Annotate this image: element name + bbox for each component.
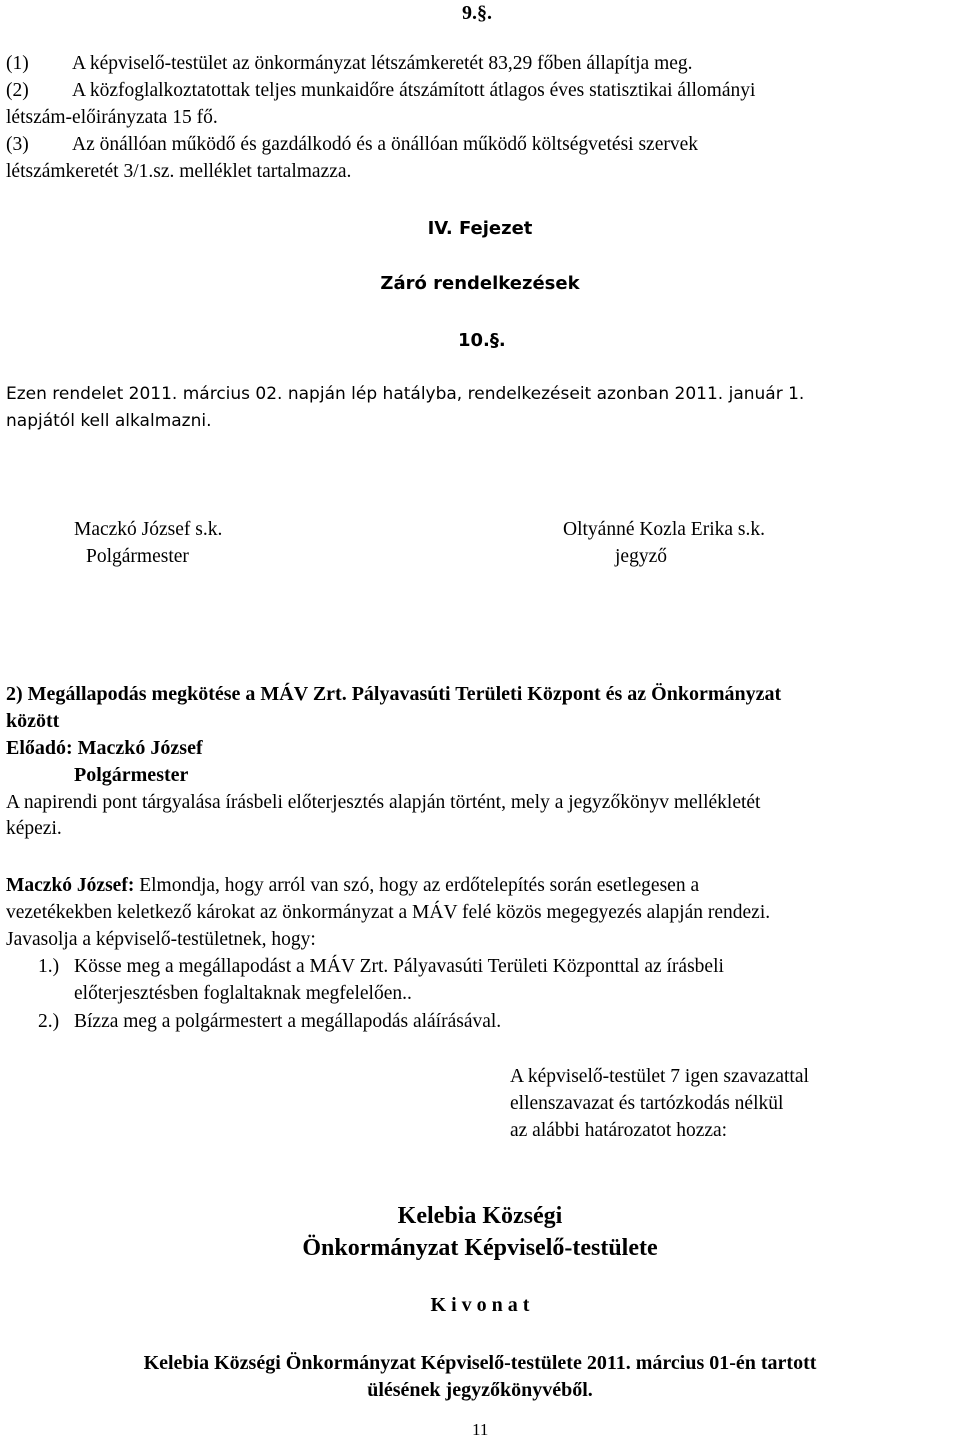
paragraph-3-text-line1: Az önállóan működő és gazdálkodó és a önállóan működő költségvetési szervek bbox=[72, 134, 698, 155]
kivonat-heading: K i v o n a t bbox=[430, 1294, 530, 1316]
presenter-title: Polgármester bbox=[74, 764, 189, 786]
paragraph-2-text-line2: létszám-előirányzata 15 fő. bbox=[6, 107, 218, 128]
effective-text-line2: napjától kell alkalmazni. bbox=[6, 411, 212, 431]
agenda-heading-line2: között bbox=[6, 710, 60, 732]
speech-line1 bbox=[6, 875, 699, 897]
paragraph-3-text-line2: létszámkeretét 3/1.sz. melléklet tartalmazza. bbox=[6, 161, 352, 182]
resolution-source-line1: Kelebia Községi Önkormányzat Képviselő-testülete 2011. március 01-én tartott bbox=[143, 1352, 817, 1374]
section-number: 9.§. bbox=[462, 2, 492, 24]
signature-notary-name: Oltyánné Kozla Erika s.k. bbox=[563, 519, 765, 540]
signature-mayor-name: Maczkó József s.k. bbox=[74, 519, 223, 540]
speech-item-2-number: 2.) bbox=[38, 1011, 60, 1032]
speech-item-1-number: 1.) bbox=[38, 956, 60, 977]
presenter: Előadó: Maczkó József bbox=[6, 737, 203, 759]
signature-notary-title: jegyző bbox=[615, 546, 667, 567]
chapter-subtitle: Záró rendelkezések bbox=[380, 273, 580, 294]
speech-line1-text: Elmondja, hogy arról van szó, hogy az erdőtelepítés során esetlegesen a bbox=[134, 875, 700, 896]
vote-line2: ellenszavazat és tartózkodás nélkül bbox=[510, 1093, 784, 1114]
vote-line3: az alábbi határozatot hozza: bbox=[510, 1120, 728, 1141]
paragraph-3-number: (3) bbox=[6, 134, 29, 155]
agenda-intro-line1: A napirendi pont tárgyalása írásbeli előterjesztés alapján történt, mely a jegyzőkönyv mellékletét bbox=[6, 792, 761, 813]
vote-line1: A képviselő-testület 7 igen szavazattal bbox=[510, 1066, 809, 1087]
signature-mayor-title: Polgármester bbox=[86, 546, 189, 567]
speech-line3: Javasolja a képviselő-testületnek, hogy: bbox=[6, 929, 316, 950]
resolution-source-line2: ülésének jegyzőkönyvéből. bbox=[367, 1379, 593, 1401]
resolution-title-line2: Önkormányzat Képviselő-testülete bbox=[302, 1235, 658, 1261]
resolution-title-line1: Kelebia Községi bbox=[397, 1203, 563, 1229]
speech-item-1-line1: Kösse meg a megállapodást a MÁV Zrt. Pályavasúti Területi Központtal az írásbeli bbox=[74, 956, 724, 977]
section-10-number: 10.§. bbox=[458, 330, 506, 351]
speech-line2: vezetékekben keletkező károkat az önkormányzat a MÁV felé közös megegyezés alapján rendezi. bbox=[6, 902, 771, 923]
speech-item-1-line2: előterjesztésben foglaltaknak megfelelően.. bbox=[74, 983, 412, 1004]
effective-text-line1: Ezen rendelet 2011. március 02. napján lép hatályba, rendelkezéseit azonban 2011. január 1. bbox=[6, 384, 805, 404]
agenda-heading-line1: 2) Megállapodás megkötése a MÁV Zrt. Pályavasúti Területi Központ és az Önkormányzat bbox=[6, 683, 782, 705]
agenda-intro-line2: képezi. bbox=[6, 818, 62, 839]
paragraph-1-number: (1) bbox=[6, 53, 29, 74]
paragraph-2-text-line1: A közfoglalkoztatottak teljes munkaidőre átszámított átlagos éves statisztikai állományi bbox=[72, 80, 756, 101]
paragraph-2-number: (2) bbox=[6, 80, 29, 101]
speaker-name: Maczkó József: bbox=[6, 875, 135, 896]
paragraph-1-text: A képviselő-testület az önkormányzat létszámkeretét 83,29 főben állapítja meg. bbox=[72, 53, 693, 74]
speech-item-2-line1: Bízza meg a polgármestert a megállapodás aláírásával. bbox=[74, 1011, 502, 1032]
page-number: 11 bbox=[472, 1420, 489, 1439]
chapter-title: IV. Fejezet bbox=[427, 218, 533, 239]
